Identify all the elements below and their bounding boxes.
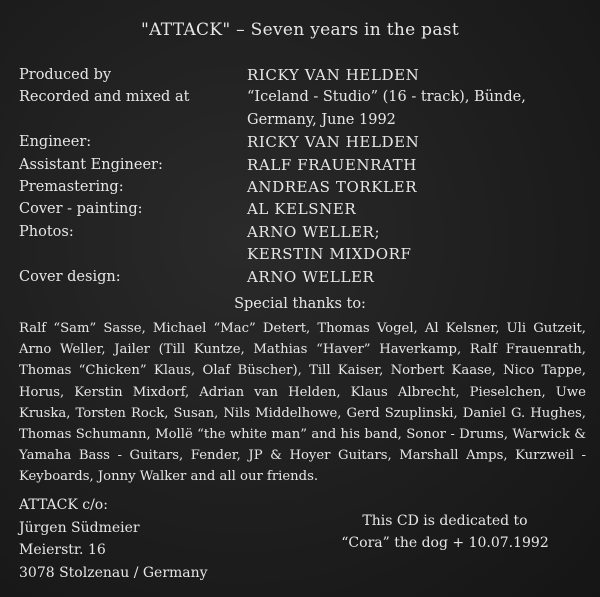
address-line: Meierstr. 16 <box>19 542 106 558</box>
credit-row <box>19 221 589 243</box>
credit-label: Engineer: <box>19 134 92 151</box>
credit-value: ANDREAS TORKLER <box>247 178 418 197</box>
address-line: ATTACK c/o: <box>19 497 108 513</box>
address-line: Jürgen Südmeier <box>19 519 140 536</box>
credit-label: Recorded and mixed at <box>19 89 190 106</box>
credits-list <box>19 64 589 288</box>
credit-label <box>19 109 247 131</box>
credit-value: KERSTIN MIXDORF <box>247 245 412 264</box>
credit-row <box>19 266 589 288</box>
credit-label: Assistant Engineer: <box>19 156 163 173</box>
credit-label: Produced by <box>19 67 112 83</box>
credit-value: RICKY VAN HELDEN <box>247 133 420 152</box>
credit-row <box>19 243 589 265</box>
credit-label: Photos: <box>19 223 74 240</box>
credit-row <box>19 86 589 108</box>
credit-value: ARNO WELLER <box>247 267 375 286</box>
credit-label <box>19 243 247 265</box>
credit-row <box>19 64 589 86</box>
credit-value: ARNO WELLER; <box>247 222 381 241</box>
credit-row <box>19 154 589 176</box>
contact-address <box>19 494 279 584</box>
credit-value: AL KELSNER <box>247 200 357 219</box>
dedication <box>300 510 590 554</box>
credit-label: Cover design: <box>19 268 121 285</box>
dedication-line: “Cora” the dog + 10.07.1992 <box>341 535 549 551</box>
credit-value: “Iceland - Studio” (16 - track), Bünde, <box>247 89 526 106</box>
dedication-line: This CD is dedicated to <box>362 513 528 529</box>
credit-value: Germany, June 1992 <box>247 111 396 128</box>
credit-label: Cover - painting: <box>19 201 143 218</box>
thanks-heading: Special thanks to: <box>234 296 366 312</box>
credit-label: Premastering: <box>19 179 124 196</box>
credit-value: RICKY VAN HELDEN <box>247 66 420 84</box>
credit-row <box>19 198 589 220</box>
credit-row <box>19 131 589 153</box>
credit-row <box>19 176 589 198</box>
thanks-text: Ralf “Sam” Sasse, Michael “Mac” Detert, Thomas Vogel, Al Kelsner, Uli Gutzeit, Arno Weller, Jailer (Till Kuntze, Mathias “Haver” Haverkamp, Ralf Frauenrath, Thomas “Chicken” Klaus, Olaf Büscher), Till Kaiser, Norbert Kaase, Nico Tappe, Horus, Kerstin Mixdorf, Adrian van Helden, Klaus Albrecht, Pieselchen, Uwe Kruska, Torsten Rock, Susan, Nils Middelhowe, Gerd Szuplinski, Daniel G. Hughes, Thomas Schumann, Mollë “the white man” and his band, Sonor - Drums, Warwick & Yamaha Bass - Guitars, Fender, JP & Hoyer Guitars, Marshall Amps, Kurzweil - Keyboards, Jonny Walker and all our friends. <box>19 321 586 485</box>
page-title: "ATTACK" – Seven years in the past <box>141 20 459 40</box>
credit-value: RALF FRAUENRATH <box>247 155 417 174</box>
address-line: 3078 Stolzenau / Germany <box>19 564 208 581</box>
credit-row <box>19 109 589 131</box>
